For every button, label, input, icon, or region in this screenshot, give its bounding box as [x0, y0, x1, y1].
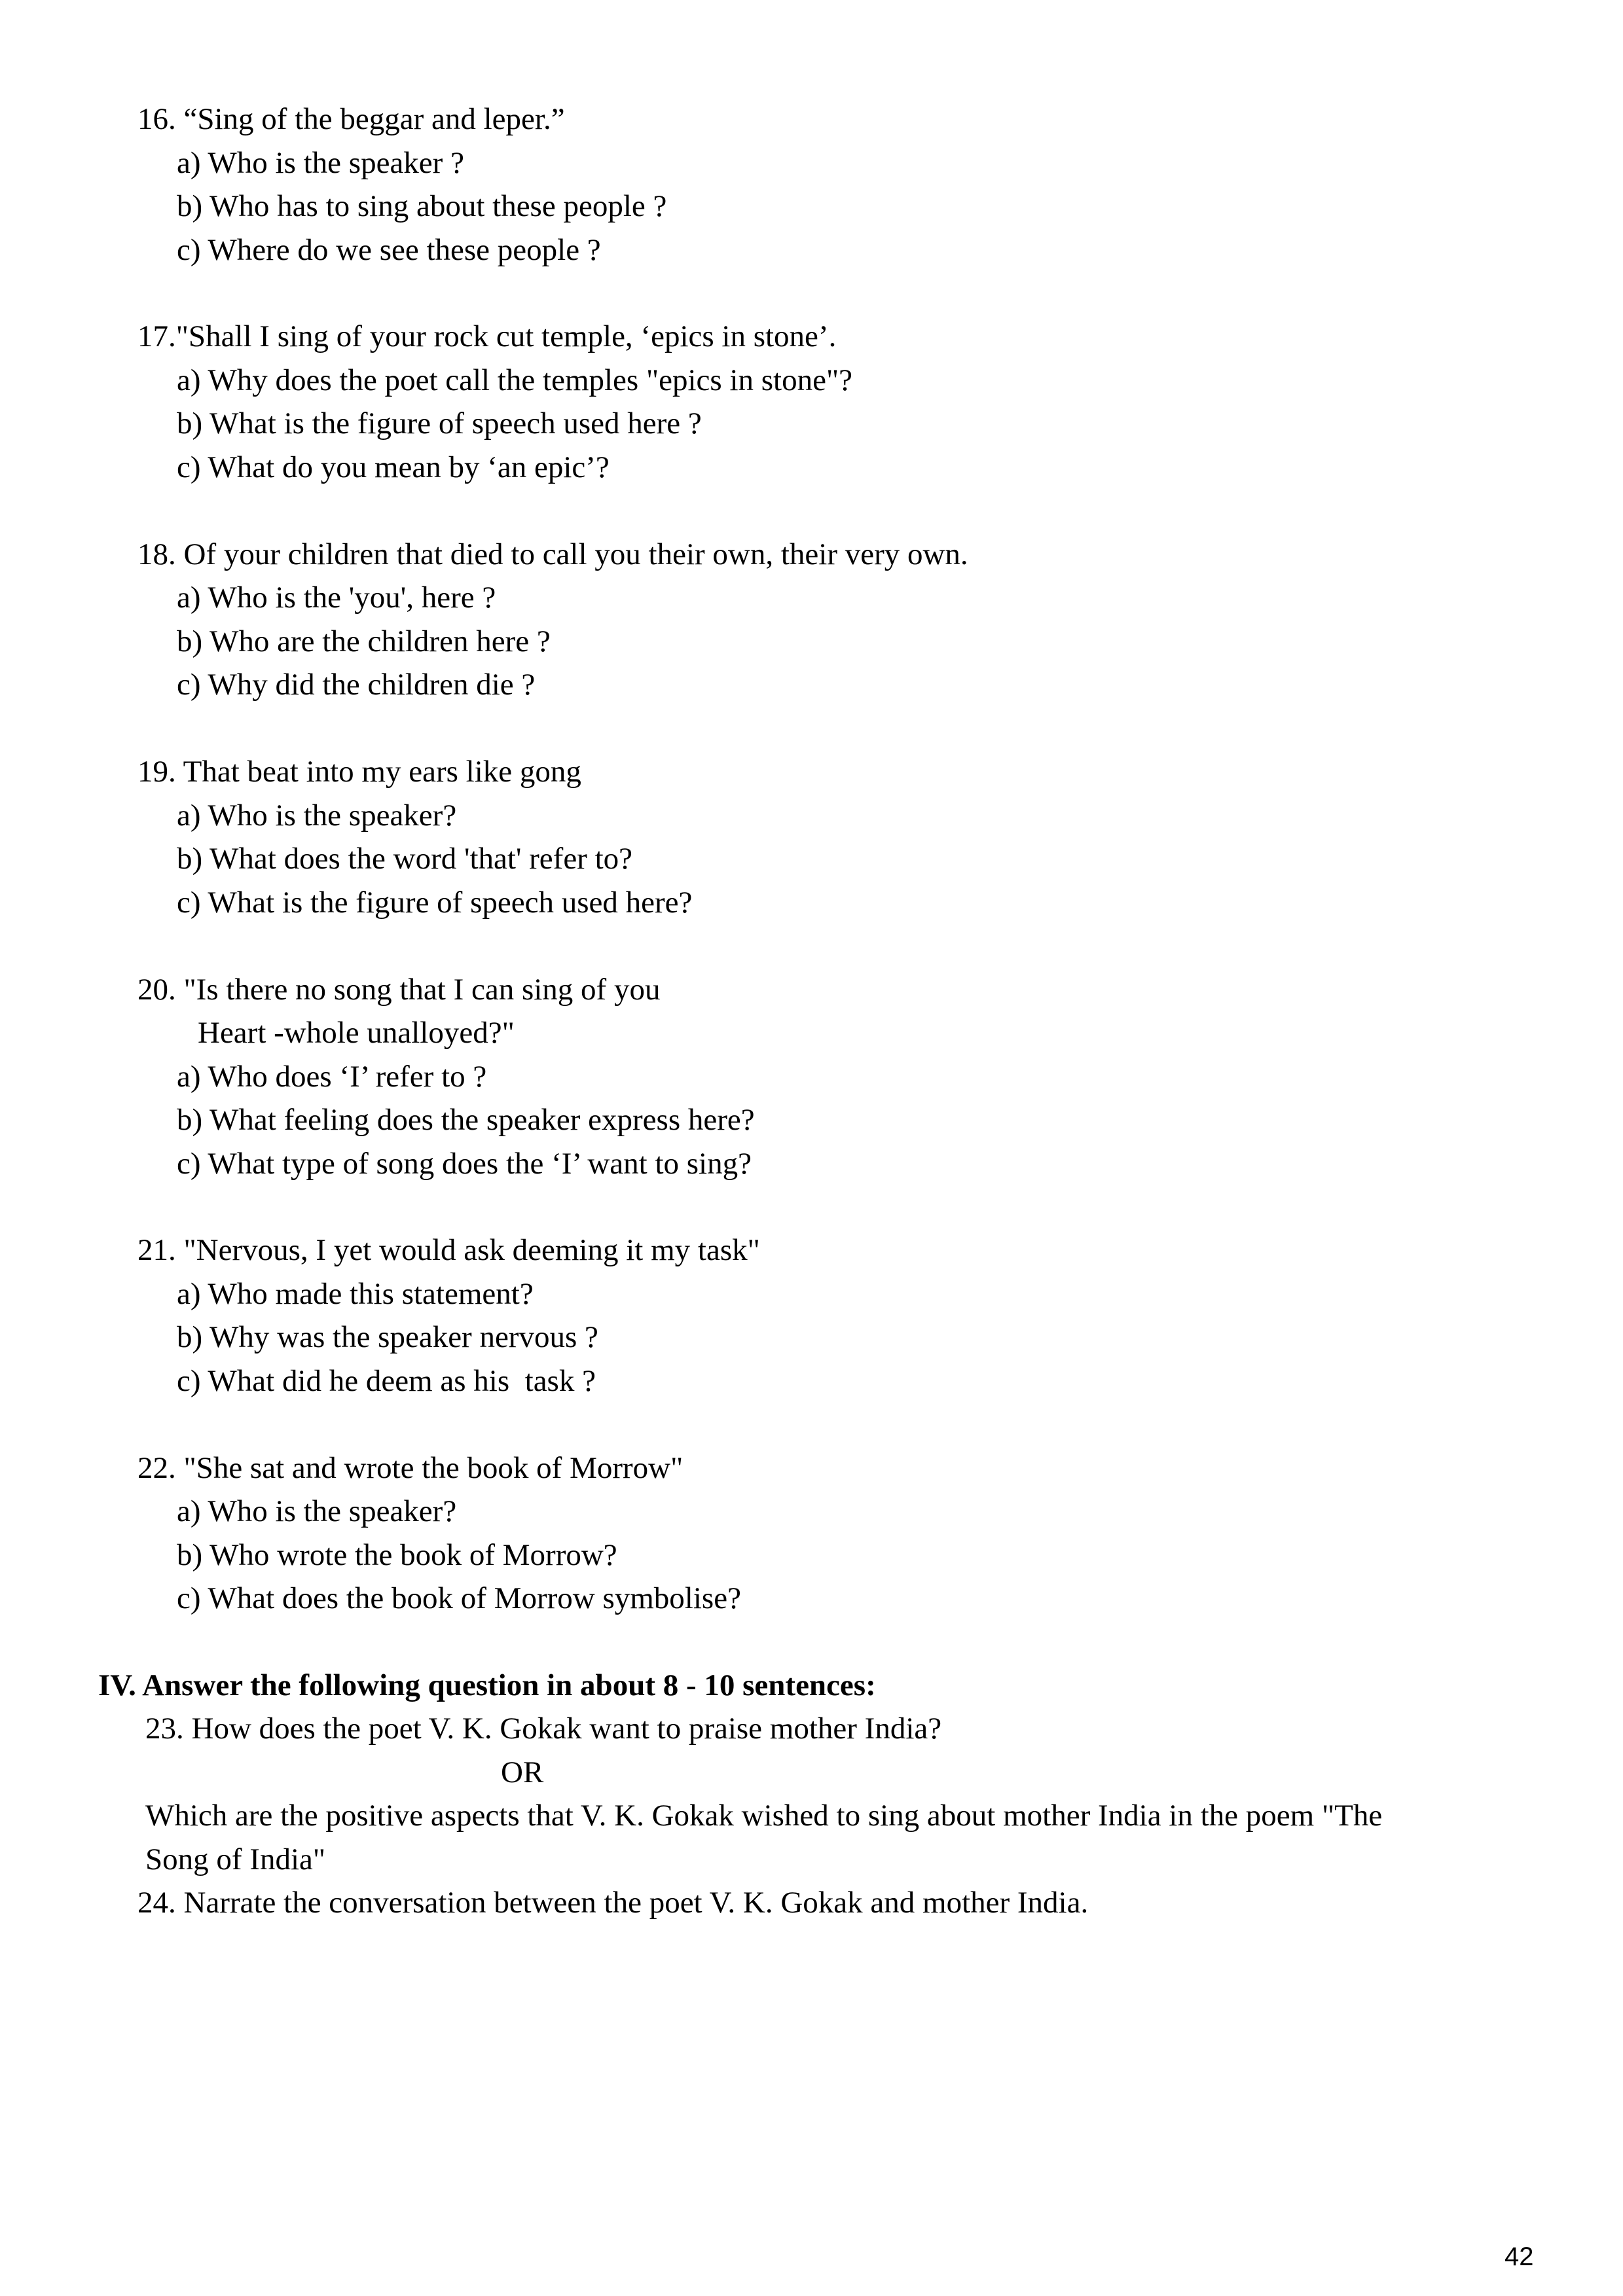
question-21-sub-c: c) What did he deem as his task ? — [177, 1364, 596, 1398]
question-23-alternative-line-1: Which are the positive aspects that V. K. Gokak wished to sing about mother India in the poem "The — [145, 1799, 1383, 1833]
or-label: OR — [501, 1755, 544, 1789]
question-21-sub-b: b) Why was the speaker nervous ? — [177, 1320, 598, 1354]
question-16-sub-b: b) Who has to sing about these people ? — [177, 189, 667, 223]
question-20-stem-continuation: Heart -whole unalloyed?" — [198, 1016, 515, 1050]
question-20-stem: 20. "Is there no song that I can sing of you — [137, 973, 661, 1007]
question-20-sub-b: b) What feeling does the speaker express here? — [177, 1103, 755, 1137]
question-19-sub-b: b) What does the word 'that' refer to? — [177, 842, 633, 876]
question-17-sub-c: c) What do you mean by ‘an epic’? — [177, 450, 610, 484]
question-20-sub-c: c) What type of song does the ‘I’ want to sing? — [177, 1147, 752, 1181]
question-18-sub-a: a) Who is the 'you', here ? — [177, 581, 496, 615]
page-number: 42 — [1504, 2242, 1534, 2271]
question-22-stem: 22. "She sat and wrote the book of Morrow" — [137, 1451, 684, 1485]
question-21-stem: 21. "Nervous, I yet would ask deeming it my task" — [137, 1233, 760, 1267]
question-21-sub-a: a) Who made this statement? — [177, 1277, 534, 1311]
question-18-sub-b: b) Who are the children here ? — [177, 624, 551, 658]
question-24: 24. Narrate the conversation between the poet V. K. Gokak and mother India. — [137, 1886, 1089, 1920]
question-22-sub-b: b) Who wrote the book of Morrow? — [177, 1538, 617, 1572]
section-4-heading: IV. Answer the following question in about 8 - 10 sentences: — [98, 1668, 876, 1702]
question-18-stem: 18. Of your children that died to call you their own, their very own. — [137, 537, 968, 571]
question-23: 23. How does the poet V. K. Gokak want to praise mother India? — [145, 1712, 942, 1746]
question-16-sub-a: a) Who is the speaker ? — [177, 146, 464, 180]
question-22-sub-a: a) Who is the speaker? — [177, 1494, 457, 1528]
question-18-sub-c: c) Why did the children die ? — [177, 668, 536, 702]
question-19-stem: 19. That beat into my ears like gong — [137, 755, 581, 789]
question-19-sub-c: c) What is the figure of speech used here? — [177, 886, 693, 920]
question-23-alternative-line-2: Song of India" — [145, 1842, 326, 1876]
question-19-sub-a: a) Who is the speaker? — [177, 798, 457, 833]
question-17-sub-b: b) What is the figure of speech used here ? — [177, 406, 702, 440]
question-17-stem: 17."Shall I sing of your rock cut temple, ‘epics in stone’. — [137, 319, 837, 353]
question-20-sub-a: a) Who does ‘I’ refer to ? — [177, 1060, 487, 1094]
question-16-stem: 16. “Sing of the beggar and leper.” — [137, 102, 565, 136]
question-17-sub-a: a) Why does the poet call the temples "epics in stone"? — [177, 363, 853, 397]
question-22-sub-c: c) What does the book of Morrow symbolise? — [177, 1581, 741, 1615]
question-16-sub-c: c) Where do we see these people ? — [177, 233, 601, 267]
